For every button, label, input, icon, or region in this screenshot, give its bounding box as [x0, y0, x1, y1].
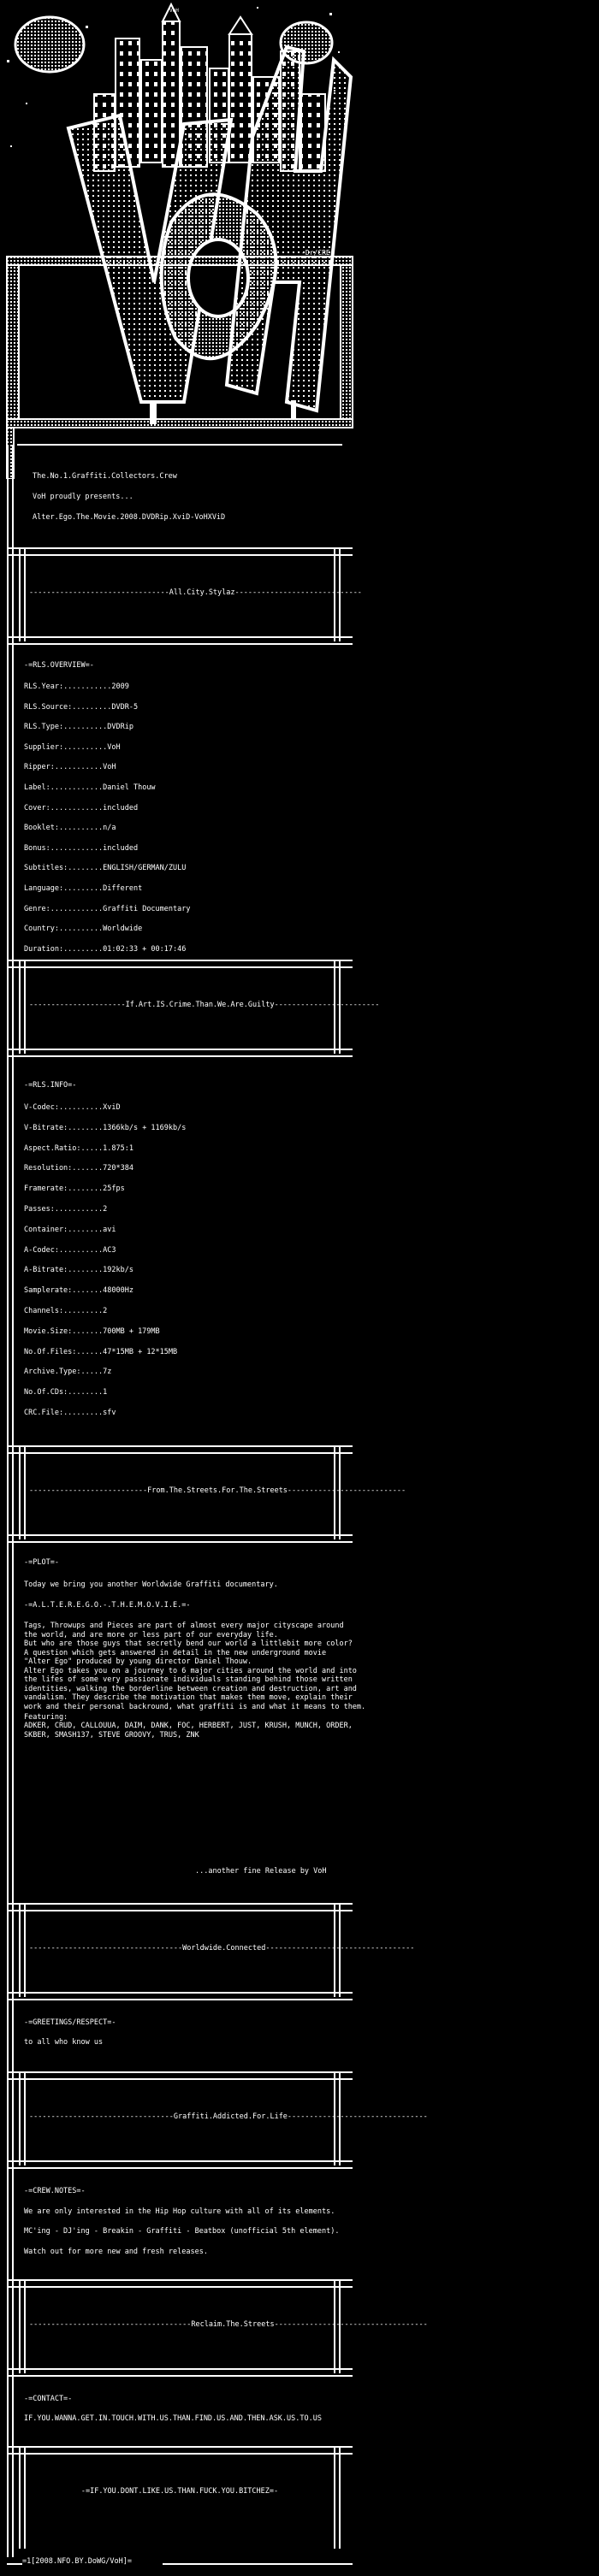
field-value: 2009 — [111, 682, 129, 691]
crew-note-line: Watch out for more new and fresh releases. — [24, 2248, 208, 2256]
field-value: n/a — [103, 824, 116, 833]
divider-band — [7, 1445, 406, 1539]
field-dots: ........ — [68, 1388, 104, 1397]
field-dots: ........ — [68, 864, 104, 873]
featuring-list: ADKER, CRUD, CALLOUUA, DAIM, DANK, FOC, HERBERT, JUST, KRUSH, MUNCH, ORDER, SKBER, SMASH137, STEVE GROOVY, TRUS, ZNK — [24, 1722, 353, 1740]
field-value: VoH — [103, 763, 116, 772]
field-dots: ............ — [50, 843, 104, 853]
intro-line: Alter.Ego.The.Movie.2008.DVDRip.XviD-VoHXViD — [33, 513, 226, 522]
greetings-heading: -=GREETINGS/RESPECT=- — [24, 2018, 116, 2027]
field-value: sfv — [103, 1409, 116, 1417]
field-dots: ......... — [63, 1307, 104, 1315]
field-dots: ........ — [68, 1123, 104, 1132]
field-value: Different — [103, 884, 143, 893]
field-label: Aspect.Ratio: — [24, 1143, 81, 1153]
crew-tag: VoH — [169, 8, 179, 14]
divider-band — [7, 1903, 415, 1997]
plot-heading: -=PLOT=- — [24, 1558, 59, 1567]
field-dots: ........... — [54, 763, 104, 772]
field-dots: ..... — [80, 1143, 104, 1153]
field-row — [24, 804, 138, 812]
field-value: 2 — [103, 1205, 108, 1214]
field-label: Movie.Size: — [24, 1326, 73, 1336]
field-label: Channels: — [24, 1307, 64, 1315]
field-row — [24, 1266, 133, 1274]
field-dots: ........ — [68, 1266, 104, 1275]
field-row — [24, 1286, 133, 1295]
band-title: ---------------------------From.The.Streets.For.The.Streets--------------------------- — [29, 1486, 406, 1495]
field-value: 7z — [103, 1368, 112, 1377]
field-dots: ........ — [68, 1185, 104, 1194]
field-row — [24, 723, 133, 731]
featuring-label: Featuring: — [24, 1713, 68, 1722]
field-row — [24, 682, 129, 691]
field-value: 1 — [103, 1388, 108, 1397]
field-value: 1366kb/s + 1169kb/s — [103, 1123, 187, 1132]
field-dots: .......... — [58, 824, 104, 833]
field-row — [24, 1103, 121, 1112]
field-row — [24, 844, 138, 853]
voh-logo-art — [0, 0, 599, 479]
field-value: Daniel Thouw — [103, 783, 156, 792]
release-outro: ...another fine Release by VoH — [195, 1867, 327, 1876]
field-dots: ......... — [63, 1409, 104, 1417]
field-value: 700MB + 179MB — [103, 1326, 160, 1336]
field-row — [24, 783, 156, 792]
field-dots: ....... — [72, 1286, 104, 1296]
field-dots: ......... — [72, 702, 112, 712]
field-row — [24, 925, 142, 933]
crew-notes-heading: -=CREW.NOTES=- — [24, 2187, 86, 2195]
field-value: ENGLISH/GERMAN/ZULU — [103, 864, 187, 873]
field-value: included — [103, 843, 139, 853]
field-value: VoH — [107, 742, 121, 752]
plot-subheading: -=A.L.T.E.R.E.G.O.-.T.H.E.M.O.V.I.E.=- — [24, 1601, 191, 1610]
field-dots: ........ — [68, 1225, 104, 1234]
field-row — [24, 1348, 177, 1356]
crew-note-line: MC'ing - DJ'ing - Breakin - Graffiti - Beatbox (unofficial 5th element). — [24, 2227, 340, 2236]
divider-band — [7, 547, 362, 641]
field-dots: .......... — [58, 1245, 104, 1255]
field-label: Language: — [24, 884, 64, 893]
contact-line: IF.YOU.WANNA.GET.IN.TOUCH.WITH.US.THAN.FIND.US.AND.THEN.ASK.US.TO.US — [24, 2414, 322, 2423]
field-row — [24, 1124, 186, 1132]
plot-intro: Today we bring you another Worldwide Graffiti documentary. — [24, 1580, 278, 1589]
field-row — [24, 945, 186, 954]
crew-note-line: We are only interested in the Hip Hop culture with all of its elements. — [24, 2207, 335, 2216]
field-label: V-Bitrate: — [24, 1123, 68, 1132]
field-dots: ..... — [80, 1368, 104, 1377]
field-label: Cover: — [24, 803, 50, 812]
field-row — [24, 763, 116, 771]
field-label: Bonus: — [24, 843, 50, 853]
divider-band — [7, 960, 380, 1054]
field-value: 192kb/s — [103, 1266, 133, 1275]
field-label: A-Codec: — [24, 1245, 59, 1255]
field-label: Booklet: — [24, 824, 59, 833]
field-label: Country: — [24, 925, 59, 934]
field-label: Archive.Type: — [24, 1368, 81, 1377]
field-dots: ....... — [72, 1164, 104, 1173]
field-label: RLS.Source: — [24, 702, 73, 712]
field-dots: ........... — [54, 1205, 104, 1214]
field-label: Subtitles: — [24, 864, 68, 873]
field-row — [24, 864, 186, 872]
field-row — [24, 1368, 111, 1376]
field-row — [24, 1409, 116, 1417]
field-row — [24, 1246, 116, 1255]
field-value: 1.875:1 — [103, 1143, 133, 1153]
field-row — [24, 905, 191, 913]
field-value: 01:02:33 + 00:17:46 — [103, 944, 187, 954]
closing-band — [7, 2446, 353, 2549]
field-dots: ......... — [63, 944, 104, 954]
rls-overview-heading: -=RLS.OVERVIEW=- — [24, 661, 94, 670]
field-label: Ripper: — [24, 763, 55, 772]
field-row — [24, 1205, 107, 1214]
field-label: Duration: — [24, 944, 64, 954]
field-dots: ........... — [63, 682, 112, 691]
field-label: RLS.Type: — [24, 723, 64, 732]
footer-signature: =1[2008.NFO.BY.DoWG/VoH]= — [22, 2557, 132, 2566]
field-value: 2 — [103, 1307, 108, 1315]
field-value: included — [103, 803, 139, 812]
field-row — [24, 1388, 107, 1397]
field-value: 720*384 — [103, 1164, 133, 1173]
field-row — [24, 884, 142, 893]
band-title: -------------------------------------Reclaim.The.Streets----------------------------------- — [29, 2320, 428, 2329]
field-row — [24, 1307, 107, 1315]
field-value: DVDR-5 — [111, 702, 139, 712]
field-label: Label: — [24, 783, 50, 792]
greetings-line: to all who know us — [24, 2038, 104, 2047]
field-row — [24, 743, 121, 752]
field-label: No.Of.Files: — [24, 1347, 77, 1356]
contact-heading: -=CONTACT=- — [24, 2395, 73, 2403]
field-dots: ............ — [50, 783, 104, 792]
footer-line — [7, 2563, 22, 2565]
rls-info-heading: -=RLS.INFO=- — [24, 1081, 77, 1090]
divider-band — [7, 2071, 428, 2165]
field-row — [24, 1226, 116, 1234]
field-label: Passes: — [24, 1205, 55, 1214]
field-dots: ............ — [50, 803, 104, 812]
ascii-signature: -Dr/CRE- — [301, 249, 335, 257]
field-row — [24, 824, 116, 832]
field-dots: .......... — [63, 723, 108, 732]
field-value: 48000Hz — [103, 1286, 133, 1296]
intro-line: VoH proudly presents... — [33, 493, 133, 501]
field-value: 25fps — [103, 1185, 125, 1194]
field-label: Container: — [24, 1225, 68, 1234]
band-title: ---------------------------------Graffiti.Addicted.For.Life-------------------------------- — [29, 2112, 428, 2121]
field-value: XviD — [103, 1103, 121, 1112]
cloud-left-icon — [15, 17, 84, 72]
divider-band — [7, 2279, 428, 2373]
intro-line: The.No.1.Graffiti.Collectors.Crew — [33, 472, 177, 481]
field-label: A-Bitrate: — [24, 1266, 68, 1275]
field-row — [24, 1144, 133, 1153]
field-row — [24, 703, 138, 712]
field-label: Resolution: — [24, 1164, 73, 1173]
field-dots: ......... — [63, 884, 104, 893]
plot-body: Tags, Throwups and Pieces are part of almost every major cityscape around the world, and are more or less part of our everyday life. But who are those guys that secretly bend our world a littlebit more color? A question which gets answered in detail in the new underground movie "Alter Ego" produced by young director Daniel Thouw. Alter Ego takes you on a journey to 6 major cities around the world and into the lifes of some very passionate individuals standing behind those written identities, walking the borderline between creation and destruction, art and vandalism. They describe the motivation that makes them move, explain their work and their personal backround, what graffiti is and what it means to them. — [24, 1622, 366, 1711]
field-label: Supplier: — [24, 742, 64, 752]
band-title: ----------------------If.Art.IS.Crime.Than.We.Are.Guilty------------------------ — [29, 1001, 380, 1009]
field-dots: .......... — [63, 742, 108, 752]
field-label: CRC.File: — [24, 1409, 64, 1417]
field-value: 47*15MB + 12*15MB — [103, 1347, 178, 1356]
footer-line-right — [163, 2563, 353, 2565]
field-row — [24, 1164, 133, 1173]
field-row — [24, 1185, 125, 1193]
field-value: AC3 — [103, 1245, 116, 1255]
field-value: Worldwide — [103, 925, 143, 934]
field-label: Framerate: — [24, 1185, 68, 1194]
field-label: RLS.Year: — [24, 682, 64, 691]
field-label: Samplerate: — [24, 1286, 73, 1296]
field-label: V-Codec: — [24, 1103, 59, 1112]
closing-band-title: -=IF.YOU.DONT.LIKE.US.THAN.FUCK.YOU.BITCHEZ=- — [80, 2487, 279, 2496]
field-dots: ............ — [50, 904, 104, 913]
field-row — [24, 1327, 160, 1336]
field-value: DVDRip — [107, 723, 133, 732]
field-dots: ...... — [76, 1347, 104, 1356]
band-title: -----------------------------------Worldwide.Connected---------------------------------- — [29, 1944, 415, 1953]
field-label: Genre: — [24, 904, 50, 913]
field-value: Graffiti Documentary — [103, 904, 191, 913]
field-dots: .......... — [58, 1103, 104, 1112]
field-label: No.Of.CDs: — [24, 1388, 68, 1397]
field-dots: .......... — [58, 925, 104, 934]
field-dots: ....... — [72, 1326, 104, 1336]
field-value: avi — [103, 1225, 116, 1234]
band-title: --------------------------------All.City.Stylaz----------------------------- — [29, 588, 362, 597]
